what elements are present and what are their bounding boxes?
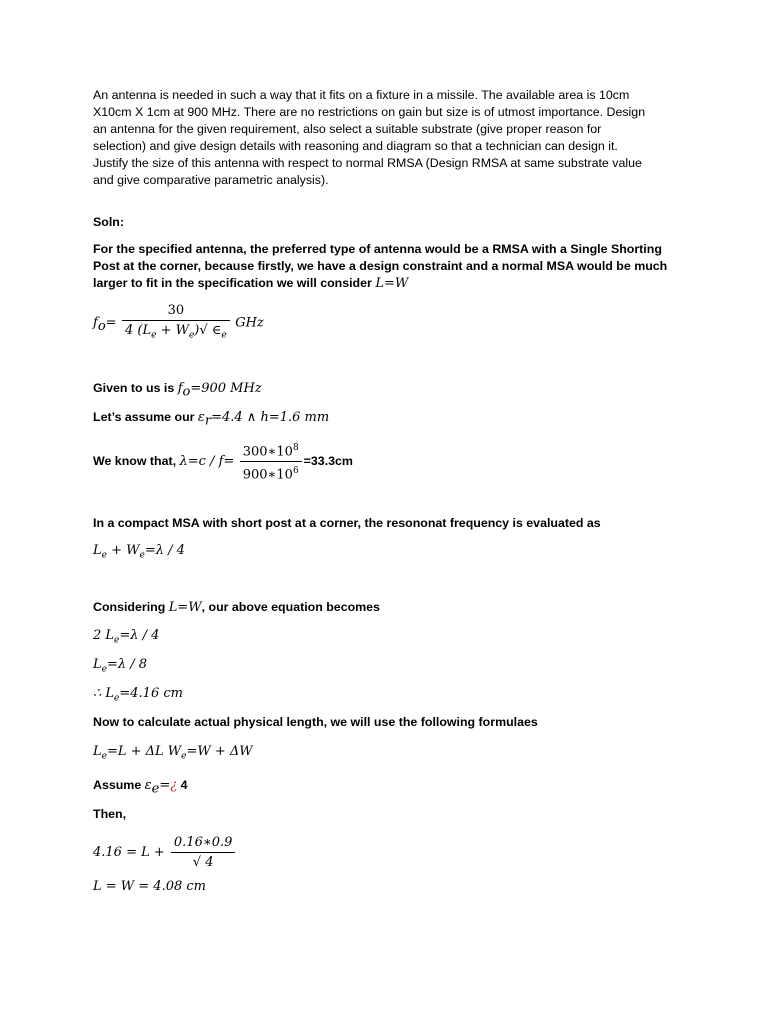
assume2-text: Assume: [93, 778, 145, 792]
given-math-sub: o: [182, 384, 191, 400]
eq4-sub: e: [101, 664, 107, 675]
eq1-den-sub-3: e: [221, 330, 227, 341]
eq5-tail: =4.16 cm: [119, 686, 183, 701]
assume-epsilon-line: [93, 777, 188, 797]
considering-line: [93, 599, 380, 616]
eq6-mid: =L + ΔL W: [106, 744, 182, 759]
assume2-tail: 4: [177, 778, 188, 792]
eq1-den-part-2: + W: [156, 323, 189, 338]
wavelength-numerator: [240, 440, 302, 462]
problem-line-4: selection) and give design details with reasoning and diagram so that a technician can design it.: [93, 139, 618, 153]
final-result: L = W = 4.08 cm: [93, 879, 206, 894]
eq1-den-part-1: 4 (L: [125, 323, 152, 338]
wavelength-result: =33.3cm: [303, 454, 353, 469]
solution-label: Soln:: [93, 215, 124, 229]
wavelength-denominator-exp: 6: [292, 466, 299, 477]
assume-line: [93, 409, 329, 429]
compact-equation: [93, 542, 185, 565]
intro-line-3-text: larger to fit in the specification we will consider: [93, 276, 372, 290]
given-text: Given to us is: [93, 381, 178, 395]
wavelength-numerator-exp: 8: [292, 443, 299, 453]
wavelength-line: [93, 440, 353, 484]
eq2-sub-b: e: [139, 550, 145, 561]
equation-le-result: [93, 685, 183, 708]
wavelength-denominator: [240, 462, 302, 483]
given-math: f: [177, 381, 183, 396]
given-line: [93, 380, 262, 400]
eq1-lhs: f: [93, 315, 98, 331]
eq2-part-tail: =λ / 4: [144, 543, 185, 558]
problem-line-5: Justify the size of this antenna with respect to normal RMSA (Design RMSA at same substrate value: [93, 156, 642, 170]
eq3-sub: e: [114, 635, 120, 646]
eq1-den-sub-2: e: [188, 330, 195, 341]
eq6-tail: =W + ΔW: [186, 744, 253, 759]
considering-tail: , our above equation becomes: [201, 600, 380, 614]
physical-length-text: Now to calculate actual physical length, we will use the following formulaes: [93, 715, 538, 729]
problem-line-3: an antenna for the given requirement, also select a suitable substrate (give proper reason for: [93, 122, 602, 136]
eq1-den-sub-1: e: [151, 330, 157, 341]
assume-text: Let’s assume our: [93, 410, 198, 424]
eq2-part-a: L: [93, 543, 102, 558]
wavelength-numerator-value: 300∗10: [242, 444, 293, 460]
eq5-sub: e: [114, 693, 120, 704]
eq4-tail: =λ / 8: [106, 657, 148, 672]
assume2-math-sub: e: [151, 781, 160, 797]
assume2-math-eq: =: [159, 778, 171, 793]
eq6-pre: L: [93, 744, 102, 759]
wavelength-fraction: [240, 440, 302, 484]
eq7-pre: 4.16 = L +: [93, 845, 169, 860]
equation-2le: [93, 627, 159, 650]
eq4-pre: L: [93, 657, 102, 672]
eq7-numerator: 0.16∗0.9: [171, 834, 235, 853]
considering-text: Considering: [93, 600, 169, 614]
assume-math-sub: r: [204, 413, 212, 429]
equation-le: [93, 656, 147, 679]
problem-line-1: An antenna is needed in such a way that it fits on a fixture in a missile. The available area is 10cm: [93, 88, 630, 102]
physical-length-substitution: [93, 834, 237, 871]
assume2-math: ε: [144, 778, 152, 793]
physical-length-equation: [93, 743, 253, 766]
eq7-denominator: √ 4: [192, 855, 214, 870]
given-math-tail: =900 MHz: [190, 381, 262, 396]
problem-line-6: and give comparative parametric analysis).: [93, 173, 329, 187]
eq3-tail: =λ / 4: [119, 628, 160, 643]
intro-line-3: [93, 275, 408, 292]
intro-line-1: For the specified antenna, the preferred type of antenna would be a RMSA with a Single Shorting: [93, 242, 662, 256]
eq1-equals: =: [105, 315, 117, 331]
eq6-sub-2: e: [181, 751, 187, 762]
then-label: Then,: [93, 807, 127, 821]
eq5-pre: ∴ L: [93, 686, 115, 701]
eq6-sub-1: e: [101, 751, 107, 762]
eq1-lhs-sub: o: [97, 319, 106, 335]
considering-math: L=W: [168, 600, 202, 615]
eq1-fraction: [122, 302, 230, 345]
intro-line-2: Post at the corner, because firstly, we have a design constraint and a normal MSA would be much: [93, 259, 668, 273]
assume2-odd-glyph: ¿: [170, 778, 178, 793]
wavelength-denominator-value: 900∗10: [242, 467, 293, 483]
eq1-den-part-3: )√ ∈: [194, 323, 222, 338]
compact-msa-text: In a compact MSA with short post at a corner, the resononat frequency is evaluated as: [93, 516, 601, 530]
eq1-unit: GHz: [235, 315, 264, 331]
resonant-frequency-equation: [93, 302, 264, 345]
eq2-sub-a: e: [101, 550, 107, 561]
know-math: λ=c / f=: [179, 454, 235, 470]
eq1-denominator: [122, 321, 230, 345]
eq3-pre: 2 L: [93, 628, 115, 643]
assume-math: ε: [197, 410, 205, 425]
eq1-numerator: 30: [122, 302, 230, 321]
assume-math-tail: =4.4 ∧ h=1.6 mm: [211, 410, 330, 425]
know-text: We know that,: [93, 454, 180, 469]
problem-line-2: X10cm X 1cm at 900 MHz. There are no restrictions on gain but size is of utmost importance. Design: [93, 105, 646, 119]
eq2-part-mid: + W: [106, 543, 140, 558]
intro-line-3-math: L=W: [375, 276, 409, 291]
eq7-fraction: [171, 834, 235, 871]
